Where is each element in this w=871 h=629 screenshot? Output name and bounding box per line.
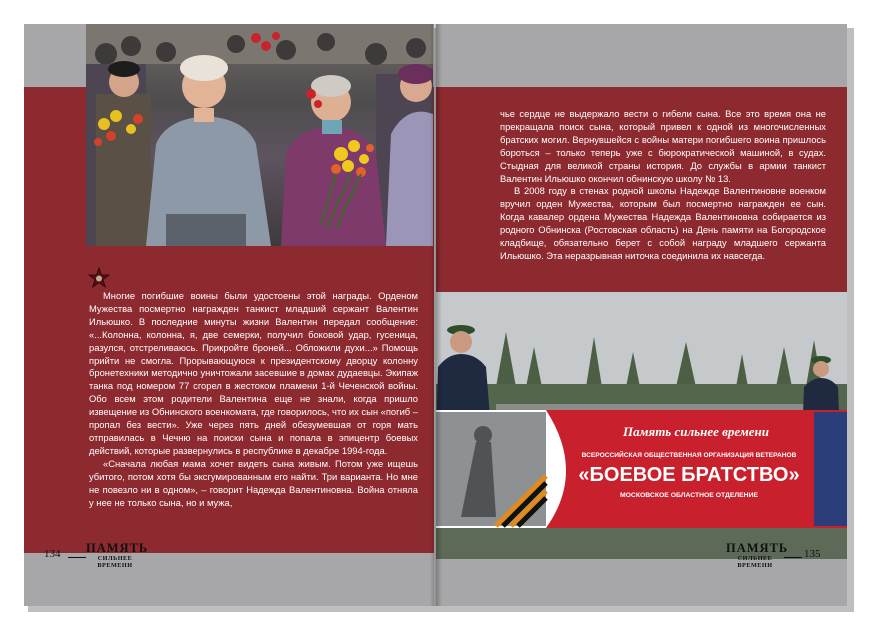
banner-branch: МОСКОВСКОЕ ОБЛАСТНОЕ ОТДЕЛЕНИЕ	[619, 492, 758, 499]
page-number: 135	[804, 548, 821, 560]
left-paragraph: Многие погибшие воины были удостоены этой награды. Орденом Мужества посмертно награжден танкист младший сержант Валентин Ильюшко. В последние минуты жизни Валентин передал сообщение: «...Колонна, колонна, я, две семерки, получил боковой удар, гусеница, разулся, отстреливаюсь. Прикройте броней... Обложили духи...» Помощь прийти не смогла. Прорывающуюся к президентскому дворцу колонну бронетехники методично уничтожали засевшие в домах дудаевцы. Экипаж танка под номером 77 сгорел в жестоком пламени 1-й Чеченской войны. Обо всем этом родители Валентина еще не знали, когда пришло извещение из Обнинского военкомата, где говорилось, что их сын «погиб – пропал без вести». Уже через пять дней обезумевшая от горя мать отправилась в Чечню на поиски сына и попала в эпицентр боевых действий, которые развернулись в республике в декабре 1994-года.	[89, 290, 418, 456]
right-page	[436, 24, 847, 606]
brand-title: ПАМЯТЬ	[86, 541, 149, 555]
mourners-photo-illustration	[86, 24, 433, 246]
left-paragraph: «Сначала любая мама хочет видеть сына живым. Потом уже ищешь убитого, потом хотя бы эксгумированным его найти. Три варианта. Но мне не повезло ни в одном», – говорит Надежда Валентиновна. Война отняла у нее не только сына, но и мужа,	[89, 457, 418, 508]
banner-title: «БОЕВОЕ БРАТСТВО»	[578, 464, 800, 486]
banner-org-line: ВСЕРОССИЙСКАЯ ОБЩЕСТВЕННАЯ ОРГАНИЗАЦИЯ ВЕТЕРАНОВ	[581, 452, 797, 459]
footer-rule	[784, 557, 802, 558]
order-star-icon	[88, 267, 110, 289]
memorial-banner-photo	[436, 292, 847, 559]
page-number: 134	[44, 548, 61, 560]
footer-rule	[68, 557, 86, 558]
brand-logo	[86, 541, 149, 569]
brand-subtitle: СИЛЬНЕЕ	[97, 555, 133, 562]
brand-title: ПАМЯТЬ	[726, 541, 789, 555]
left-article-text	[89, 290, 418, 509]
brand-subtitle: ВРЕМЕНИ	[97, 562, 133, 569]
right-paragraph: чье сердце не выдержало вести о гибели сына. Все это время она не прекращала поиск сына, который привел к одной из многочисленных братских могил. Вернувшейся с войны матери погибшего воина пришлось бороться – только теперь уже с бюрократической машиной, в судах. Стыдная для великой страны история. До службы в армии танкист Валентин Ильюшко окончил обнинскую школу № 13.	[500, 108, 826, 184]
right-paragraph: В 2008 году в стенах родной школы Надежде Валентиновне военком вручил орден Мужества, которым был посмертно награжден ее сын. Когда кавалер ордена Мужества Надежда Валентиновна собирается из родного Обнинска (Ростовская область) на День памяти на Богородское кладбище, обязательно берет с собой награду младшего сержанта Ильюшко. Эта неразрывная ниточка соединила их навсегда.	[500, 185, 826, 261]
right-article-text	[500, 108, 826, 263]
brand-logo	[726, 541, 789, 569]
mourners-photo	[86, 24, 433, 246]
spine-gutter	[430, 24, 442, 606]
brand-subtitle: ВРЕМЕНИ	[737, 562, 773, 569]
brand-subtitle: СИЛЬНЕЕ	[737, 555, 773, 562]
banner-slogan: Память сильнее времени	[622, 424, 769, 439]
left-page	[24, 24, 434, 606]
